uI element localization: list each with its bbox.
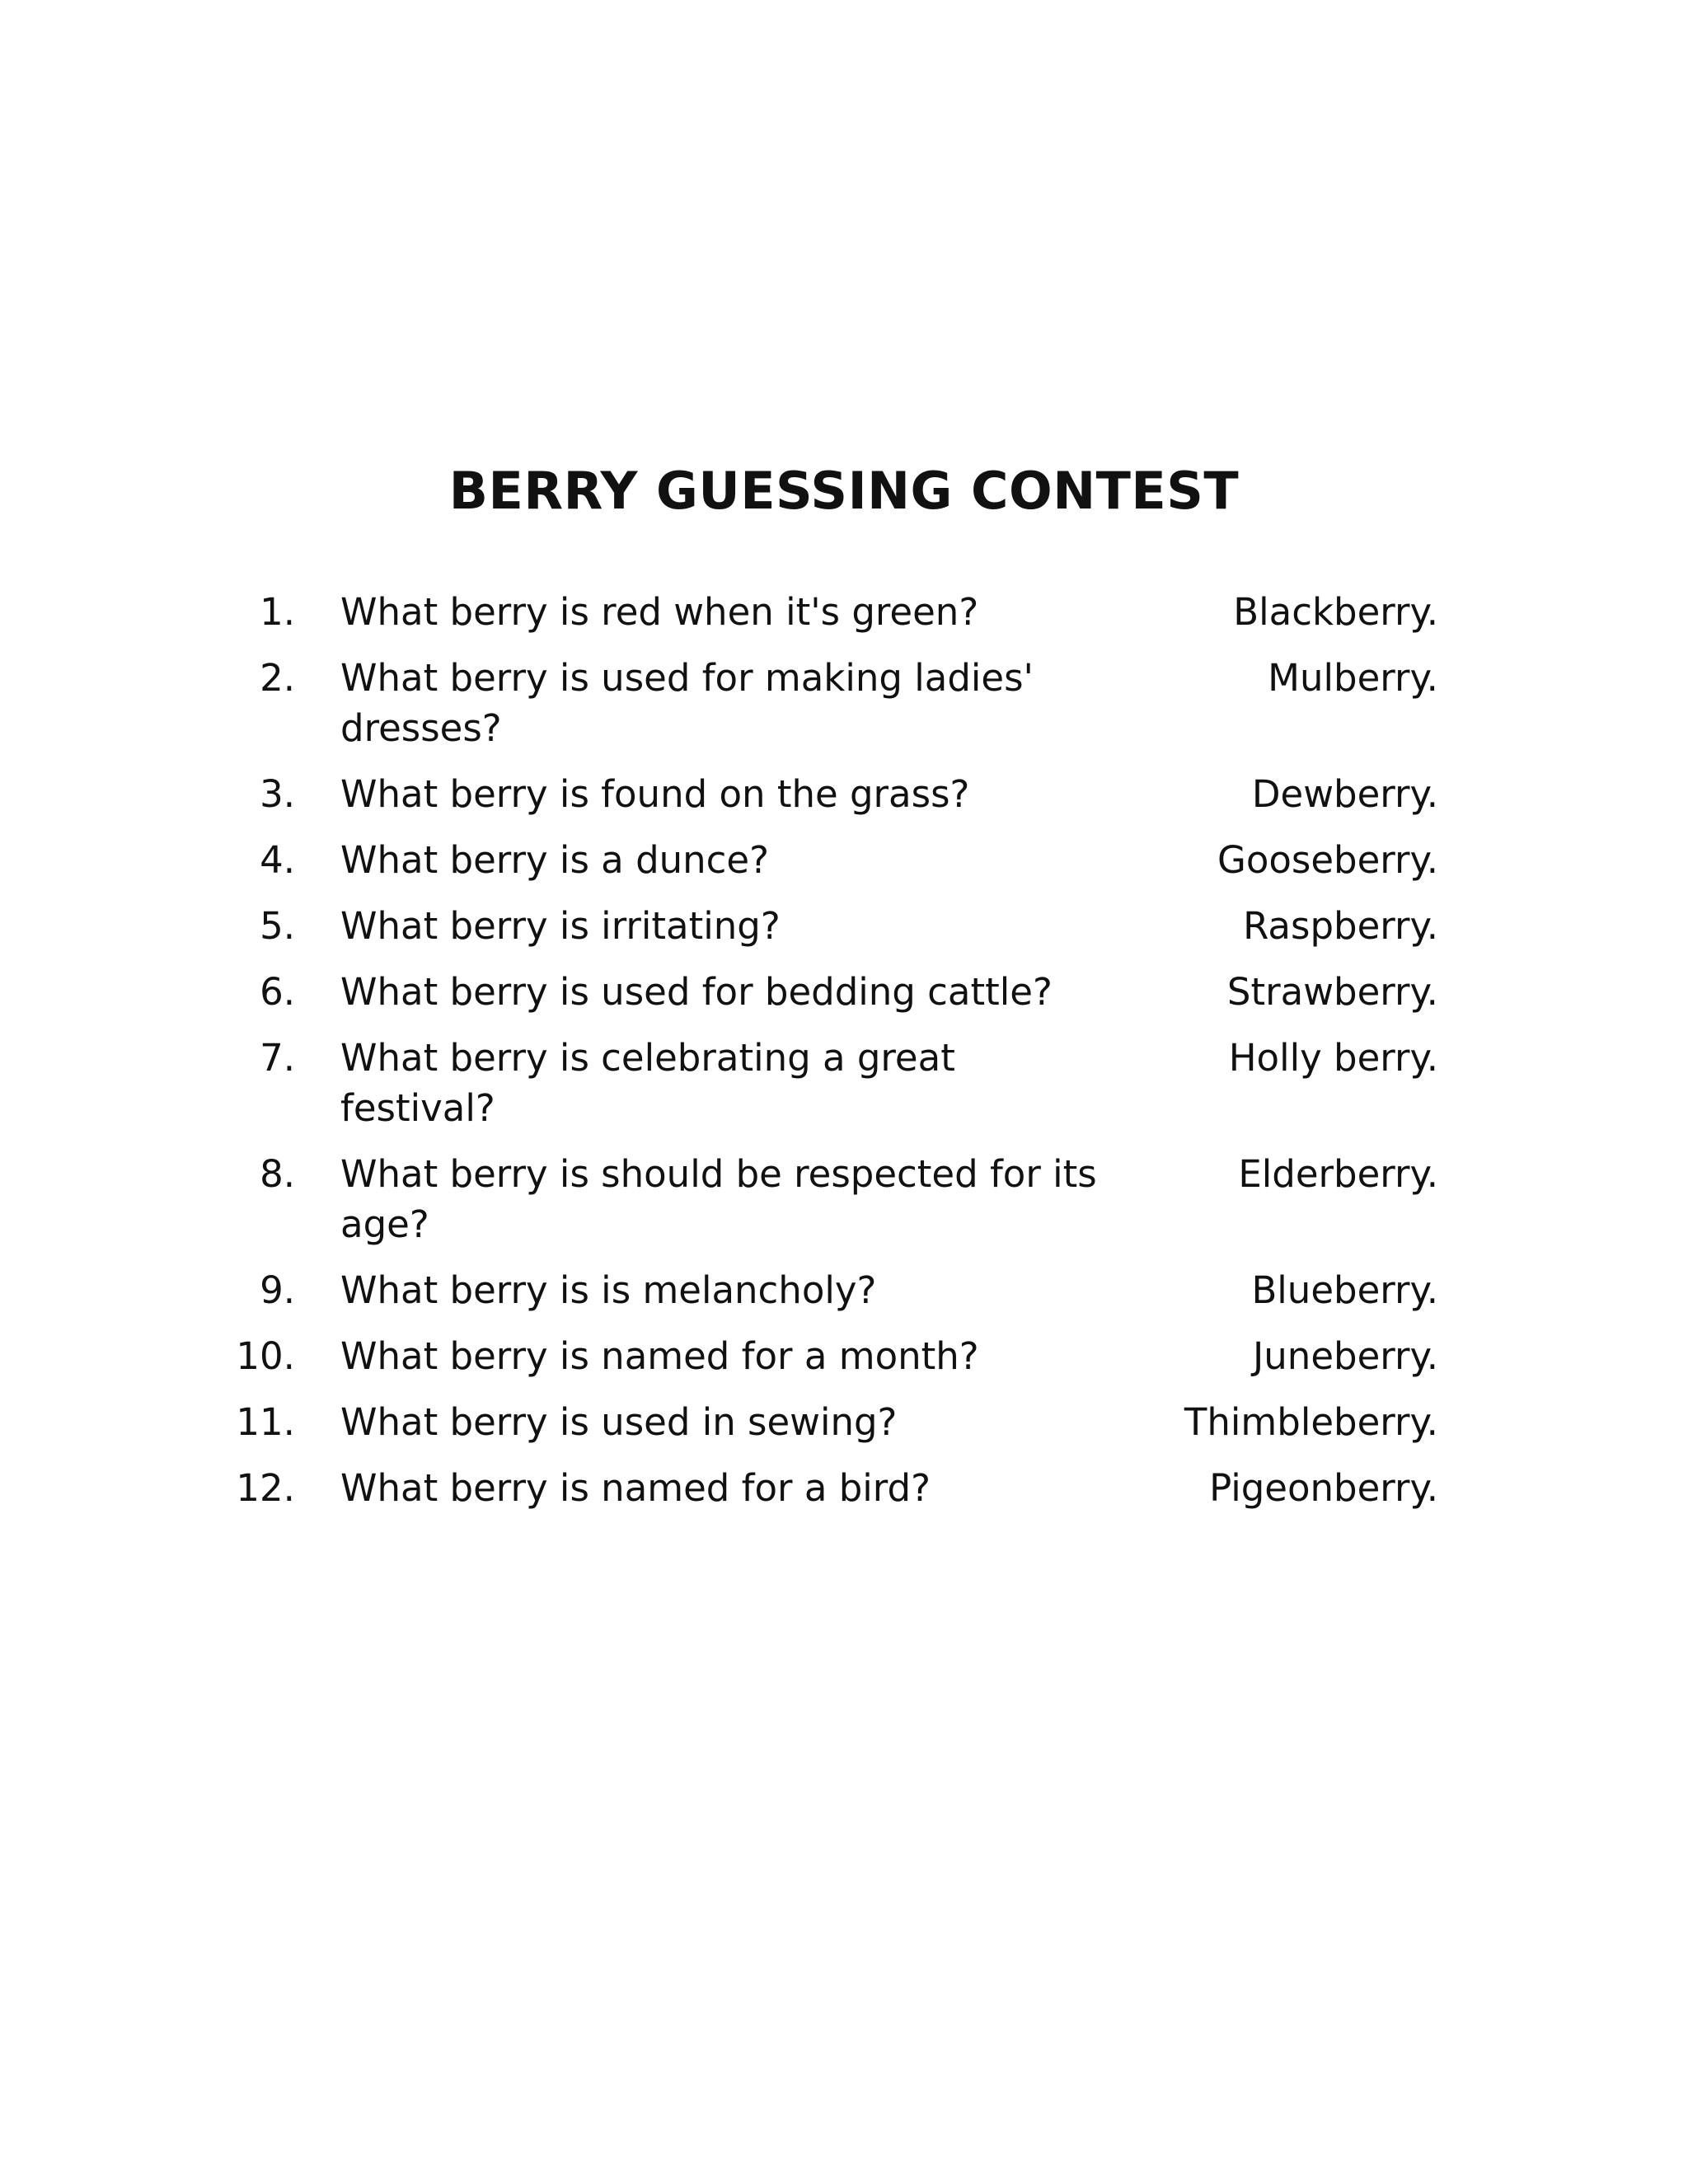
item-answer: Dewberry.	[1251, 772, 1438, 816]
question-list	[223, 587, 1438, 1529]
list-item	[223, 1463, 1438, 1513]
item-question: What berry is celebrating a great festival?	[340, 1036, 955, 1130]
item-number: 6.	[260, 970, 295, 1014]
item-answer: Blueberry.	[1251, 1268, 1438, 1312]
item-answer: Mulberry.	[1268, 656, 1438, 700]
item-question: What berry is used for making ladies' dresses?	[340, 656, 1034, 750]
item-number: 10.	[236, 1334, 295, 1378]
list-item	[223, 1331, 1438, 1381]
item-number: 8.	[260, 1152, 295, 1196]
item-answer: Raspberry.	[1243, 904, 1438, 948]
item-answer: Pigeonberry.	[1209, 1466, 1438, 1510]
list-item	[223, 901, 1438, 951]
item-answer: Juneberry.	[1253, 1334, 1438, 1378]
item-number: 5.	[260, 904, 295, 948]
item-number: 2.	[260, 656, 295, 700]
list-item	[223, 1265, 1438, 1315]
list-item	[223, 1397, 1438, 1447]
item-answer: Elderberry.	[1238, 1152, 1438, 1196]
item-number: 12.	[236, 1466, 295, 1510]
item-answer: Strawberry.	[1226, 970, 1438, 1014]
item-number: 11.	[236, 1400, 295, 1444]
item-answer: Gooseberry.	[1217, 838, 1438, 882]
item-question: What berry is found on the grass?	[340, 772, 970, 816]
list-item	[223, 653, 1438, 753]
list-item	[223, 835, 1438, 885]
item-question: What berry is should be respected for its age?	[340, 1152, 1097, 1246]
item-question: What berry is irritating?	[340, 904, 781, 948]
item-answer: Holly berry.	[1228, 1036, 1438, 1080]
list-item	[223, 967, 1438, 1017]
list-item	[223, 1033, 1438, 1133]
item-question: What berry is a dunce?	[340, 838, 769, 882]
item-question: What berry is red when it's green?	[340, 590, 979, 634]
item-question: What berry is is melancholy?	[340, 1268, 877, 1312]
page-title: BERRY GUESSING CONTEST	[448, 461, 1240, 521]
item-number: 7.	[260, 1036, 295, 1080]
item-answer: Blackberry.	[1233, 590, 1438, 634]
item-question: What berry is used for bedding cattle?	[340, 970, 1053, 1014]
item-answer: Thimbleberry.	[1184, 1400, 1438, 1444]
item-number: 1.	[260, 590, 295, 634]
item-number: 3.	[260, 772, 295, 816]
item-number: 4.	[260, 838, 295, 882]
item-question: What berry is used in sewing?	[340, 1400, 898, 1444]
item-question: What berry is named for a month?	[340, 1334, 979, 1378]
item-number: 9.	[260, 1268, 295, 1312]
list-item	[223, 587, 1438, 637]
item-question: What berry is named for a bird?	[340, 1466, 931, 1510]
list-item	[223, 769, 1438, 819]
list-item	[223, 1149, 1438, 1249]
